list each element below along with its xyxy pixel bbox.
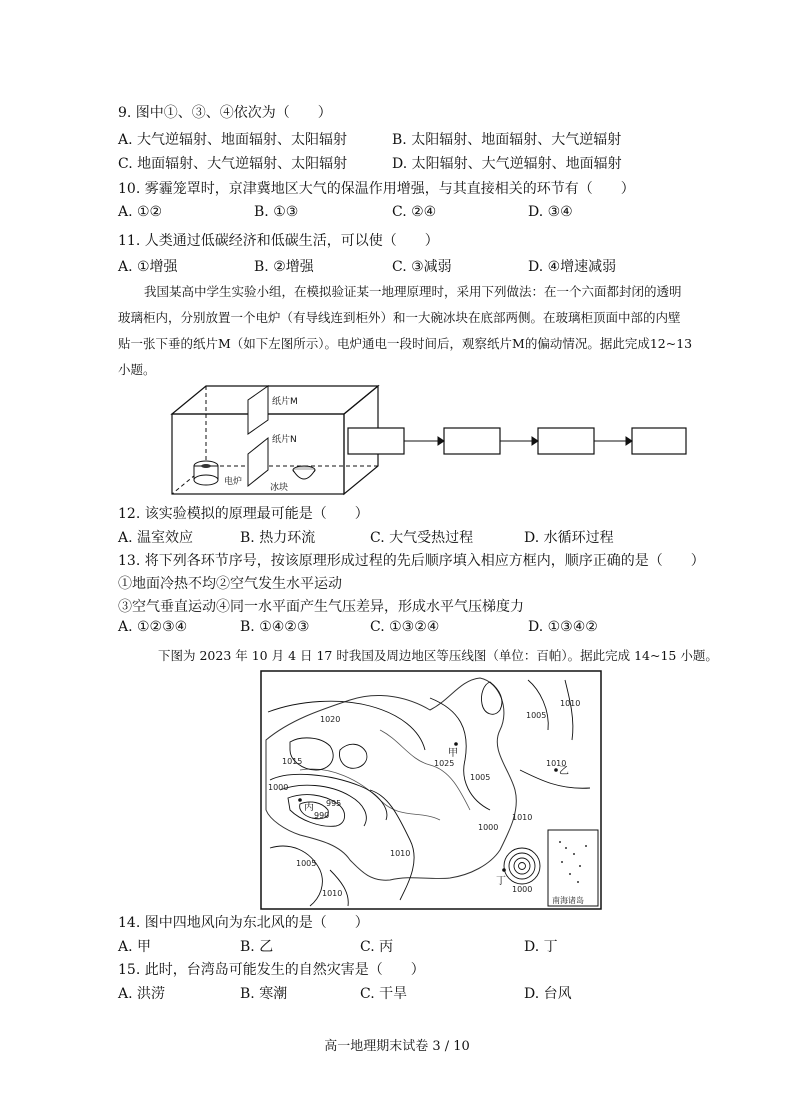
isobar-label: 1025 <box>434 759 455 768</box>
passage1-line2: 玻璃柜内，分别放置一个电炉（有导线连到柜外）和一大碗冰块在底部两侧。在玻璃柜顶面中部的内壁 <box>118 310 681 325</box>
isobar-label: 990 <box>314 811 330 820</box>
q12-stem: 12. 该实验模拟的原理最可能是（ ） <box>118 506 369 522</box>
q10-option-b: B. ①③ <box>254 204 299 220</box>
paper-n-label: 纸片N <box>272 435 297 445</box>
q14-option-c: C. 丙 <box>360 939 394 955</box>
q14-option-a: A. 甲 <box>118 939 152 955</box>
flow-arrows <box>404 437 632 445</box>
flow-box-3 <box>538 428 594 454</box>
flow-box-4 <box>632 428 686 454</box>
q10-option-a: A. ①② <box>118 204 163 220</box>
q15-option-b: B. 寒潮 <box>240 986 288 1002</box>
inset-label: 南海诸岛 <box>552 896 584 905</box>
isobar-label: 1000 <box>512 885 533 894</box>
isobar-label: 1000 <box>478 823 499 832</box>
svg-text:丙: 丙 <box>304 802 314 813</box>
isobar-label: 1010 <box>322 889 343 898</box>
flow-box-1 <box>348 428 404 454</box>
q12-option-a: A. 温室效应 <box>118 530 194 546</box>
experiment-diagram <box>168 380 688 500</box>
q13-option-d: D. ①③④② <box>528 619 598 635</box>
q9-option-d: D. 太阳辐射、大气逆辐射、地面辐射 <box>392 156 622 172</box>
q9-stem: 9. 图中①、③、④依次为（ ） <box>118 105 332 121</box>
flow-box-2 <box>444 428 500 454</box>
q9-option-c: C. 地面辐射、大气逆辐射、太阳辐射 <box>118 156 348 172</box>
q13-items-line2: ③空气垂直运动④同一水平面产生气压差异，形成水平气压梯度力 <box>118 599 524 615</box>
passage1-line1: 我国某高中学生实验小组，在模拟验证某一地理原理时，采用下列做法：在一个六面都封闭的透明 <box>144 284 682 299</box>
q12-option-b: B. 热力环流 <box>240 530 316 546</box>
isobar-label: 1005 <box>470 773 491 782</box>
q11-option-a: A. ①增强 <box>118 259 178 275</box>
q9-option-a: A. 大气逆辐射、地面辐射、太阳辐射 <box>118 132 348 148</box>
isobar-label: 1005 <box>526 711 547 720</box>
stove-icon <box>194 461 218 485</box>
isobar-label: 1015 <box>282 757 303 766</box>
q10-stem: 10. 雾霾笼罩时，京津冀地区大气的保温作用增强，与其直接相关的环节有（ ） <box>118 181 635 197</box>
q11-stem: 11. 人类通过低碳经济和低碳生活，可以使（ ） <box>118 233 439 249</box>
q14-option-b: B. 乙 <box>240 939 274 955</box>
q11-option-d: D. ④增速减弱 <box>528 259 617 275</box>
isobar-label: 1010 <box>390 849 411 858</box>
svg-text:甲: 甲 <box>448 748 458 759</box>
paper-m-label: 纸片M <box>272 397 298 407</box>
q10-option-c: C. ②④ <box>392 204 437 220</box>
isobar-label: 1010 <box>560 699 581 708</box>
south-china-sea-inset <box>548 830 598 906</box>
isobar-label: 1000 <box>268 783 289 792</box>
q12-option-d: D. 水循环过程 <box>524 530 614 546</box>
isobar-label: 995 <box>326 799 342 808</box>
passage2: 下图为 2023 年 10 月 4 日 17 时我国及周边地区等压线图（单位：百帕）。据此完成 14~15 小题。 <box>158 648 718 663</box>
q13-option-c: C. ①③②④ <box>370 619 440 635</box>
q15-option-c: C. 干旱 <box>360 986 408 1002</box>
q13-items-line1: ①地面冷热不均②空气发生水平运动 <box>118 576 342 592</box>
q11-option-c: C. ③减弱 <box>392 259 452 275</box>
q13-option-b: B. ①④②③ <box>240 619 310 635</box>
q11-option-b: B. ②增强 <box>254 259 314 275</box>
isobar-label: 1020 <box>320 715 341 724</box>
svg-text:乙: 乙 <box>559 766 569 777</box>
isobar-label: 1005 <box>296 859 317 868</box>
q15-stem: 15. 此时，台湾岛可能发生的自然灾害是（ ） <box>118 962 425 978</box>
page-footer: 高一地理期末试卷 3 / 10 <box>324 1039 470 1054</box>
isobar-label: 1010 <box>546 759 567 768</box>
isobar-label: 1010 <box>512 813 533 822</box>
q14-stem: 14. 图中四地风向为东北风的是（ ） <box>118 915 369 931</box>
stove-label: 电炉 <box>224 477 243 487</box>
q15-option-a: A. 洪涝 <box>118 986 166 1002</box>
passage1-line3: 贴一张下垂的纸片M（如下左图所示）。电炉通电一段时间后，观察纸片M的偏动情况。据此完成12~13 <box>118 336 693 351</box>
q15-option-d: D. 台风 <box>524 986 572 1002</box>
q13-option-a: A. ①②③④ <box>118 619 188 635</box>
passage1-line4: 小题。 <box>118 362 156 377</box>
svg-text:丁: 丁 <box>496 876 506 887</box>
ice-bowl-icon <box>293 466 315 479</box>
q12-option-c: C. 大气受热过程 <box>370 530 474 546</box>
isobar-map <box>260 670 602 910</box>
q14-option-d: D. 丁 <box>524 939 558 955</box>
q13-stem: 13. 将下列各环节序号，按该原理形成过程的先后顺序填入相应方框内，顺序正确的是（ ） <box>118 553 705 569</box>
ice-label: 冰块 <box>270 483 289 493</box>
q10-option-d: D. ③④ <box>528 204 573 220</box>
q9-option-b: B. 太阳辐射、地面辐射、大气逆辐射 <box>392 132 622 148</box>
